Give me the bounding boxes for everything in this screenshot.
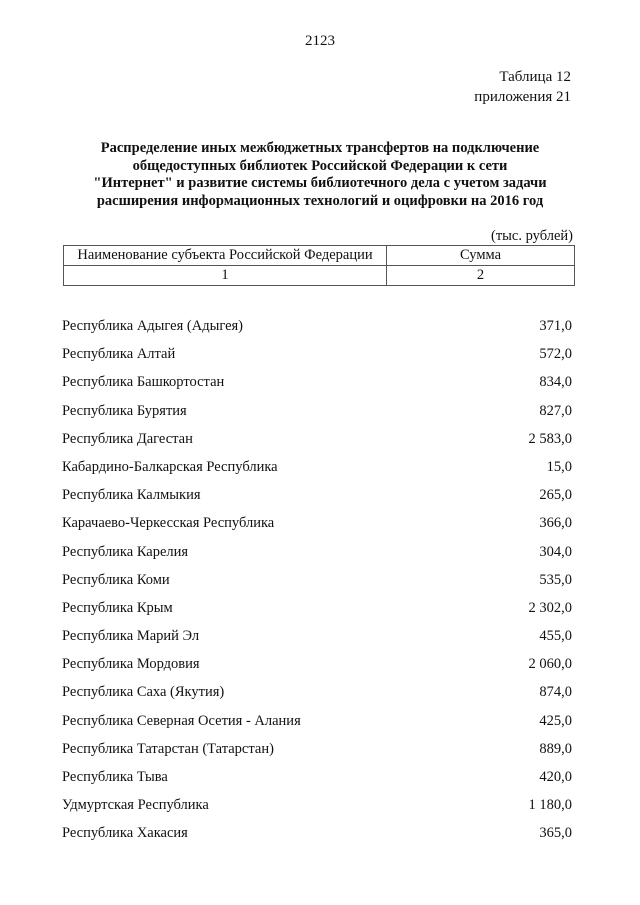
subject-sum: 535,0: [539, 571, 572, 588]
subject-name: Республика Алтай: [62, 346, 176, 363]
table-row: [62, 682, 572, 710]
header-num-2: 2: [387, 266, 575, 286]
title-line2: общедоступных библиотек Российской Федерации к сети: [132, 157, 508, 174]
page-number: 2123: [305, 33, 335, 49]
subject-name: Республика Северная Осетия - Алания: [62, 712, 301, 729]
subject-name: Республика Саха (Якутия): [62, 684, 225, 701]
subject-name: Республика Коми: [62, 571, 170, 588]
subject-name: Республика Дагестан: [62, 430, 193, 447]
table-row: [62, 401, 572, 429]
document-title: [60, 140, 580, 210]
subject-name: Удмуртская Республика: [62, 797, 209, 814]
subject-sum: 365,0: [539, 825, 572, 842]
subject-name: Республика Хакасия: [62, 825, 188, 842]
subject-sum: 1 180,0: [528, 797, 572, 814]
table-row: [62, 654, 572, 682]
subject-name: Республика Башкортостан: [62, 374, 225, 391]
subject-sum: 366,0: [539, 515, 572, 532]
subject-name: Республика Бурятия: [62, 402, 187, 419]
subject-sum: 371,0: [539, 318, 572, 334]
subject-sum: 420,0: [539, 769, 572, 785]
subject-name: Кабардино-Балкарская Республика: [62, 458, 278, 475]
subject-sum: 2 302,0: [528, 599, 572, 616]
subject-sum: 827,0: [539, 402, 572, 419]
header-num-1: 1: [64, 266, 387, 286]
subject-name: Республика Марий Эл: [62, 628, 200, 645]
table-row: [62, 767, 572, 795]
table-row: [62, 795, 572, 823]
title-line4: расширения информационных технологий и оцифровки на 2016 год: [96, 192, 544, 209]
table-header: [63, 245, 575, 286]
subject-sum: 572,0: [539, 346, 572, 363]
subject-sum: 874,0: [539, 684, 572, 701]
subject-name: Республика Мордовия: [62, 656, 200, 673]
table-row: [62, 372, 572, 400]
table-row: [62, 457, 572, 485]
units-label: (тыс. рублей): [491, 228, 573, 244]
table-row: [62, 316, 572, 344]
subject-name: Карачаево-Черкесская Республика: [62, 515, 275, 532]
subject-sum: 15,0: [546, 458, 572, 475]
subject-name: Республика Татарстан (Татарстан): [62, 740, 274, 757]
table-row: [62, 542, 572, 570]
header-col-sum: Сумма: [387, 246, 575, 266]
table-row: [62, 823, 572, 851]
subject-sum: 834,0: [539, 374, 572, 391]
table-ref-line2: приложения 21: [474, 89, 571, 105]
subject-name: Республика Калмыкия: [62, 487, 201, 504]
subject-sum: 2 060,0: [528, 656, 572, 673]
table-row: [62, 711, 572, 739]
header-col-subject: Наименование субъекта Российской Федерации: [64, 246, 387, 266]
table-row: [62, 739, 572, 767]
table-ref-line1: Таблица 12: [499, 69, 571, 85]
subject-sum: 304,0: [539, 543, 572, 560]
subject-sum: 2 583,0: [528, 430, 572, 447]
table-reference: [474, 67, 571, 107]
subject-sum: 265,0: [539, 487, 572, 504]
subject-name: Республика Адыгея (Адыгея): [62, 318, 244, 334]
title-line1: Распределение иных межбюджетных трансфертов на подключение: [100, 140, 540, 156]
table-row: [62, 626, 572, 654]
subject-sum: 889,0: [539, 740, 572, 757]
table-row: [62, 513, 572, 541]
header-number-row: [64, 266, 575, 286]
subject-name: Республика Крым: [62, 599, 173, 616]
subject-name: Республика Тыва: [62, 769, 168, 785]
table-row: [62, 429, 572, 457]
table-body: [62, 316, 572, 852]
table-row: [62, 485, 572, 513]
table-row: [62, 598, 572, 626]
title-line3: "Интернет" и развитие системы библиотечного дела с учетом задачи: [93, 175, 547, 191]
header-row: [64, 246, 575, 266]
subject-sum: 425,0: [539, 712, 572, 729]
subject-name: Республика Карелия: [62, 543, 189, 560]
table-row: [62, 344, 572, 372]
table-row: [62, 570, 572, 598]
subject-sum: 455,0: [539, 628, 572, 645]
